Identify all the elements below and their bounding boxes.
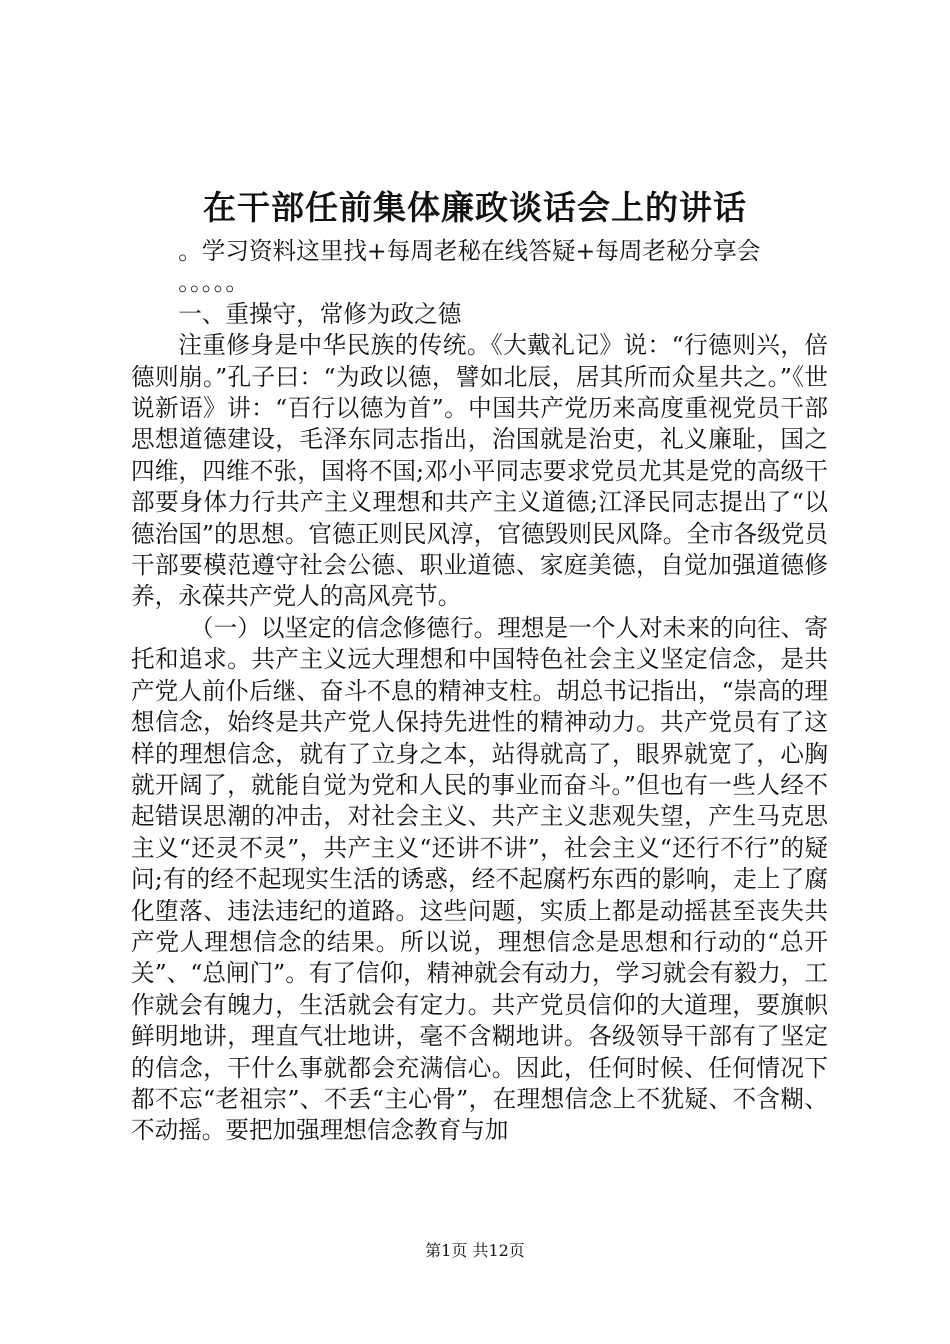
paragraph-2: （一）以坚定的信念修德行。理想是一个人对未来的向往、寄托和追求。共产主义远大理想和中国特色社会主义坚定信念，是共产党人前仆后继、奋斗不息的精神支柱。胡总书记指出，“崇高的理想信念，始终是共产党人保持先进性的精神动力。共产党员有了这样的理想信念，就有了立身之本，站得就高了，眼界就宽了，心胸就开阔了，就能自觉为党和人民的事业而奋斗。”但也有一些人经不起错误思潮的冲击，对社会主义、共产主义悲观失望，产生马克思主义“还灵不灵”，共产主义“还讲不讲”，社会主义“还行不行”的疑问;有的经不起现实生活的诱惑，经不起腐朽东西的影响，走上了腐化堕落、违法违纪的道路。这些问题，实质上都是动摇甚至丧失共产党人理想信念的结果。所以说，理想信念是思想和行动的“总开关”、“总闸门”。有了信仰，精神就会有动力，学习就会有毅力，工作就会有魄力，生活就会有定力。共产党员信仰的大道理，要旗帜鲜明地讲，理直气壮地讲，毫不含糊地讲。各级领导干部有了坚定的信念，干什么事就都会充满信心。因此，任何时候、任何情况下都不忘“老祖宗”、不丢“主心骨”，在理想信念上不犹疑、不含糊、不动摇。要把加强理想信念教育与加: [131, 613, 828, 1145]
document-body: [131, 236, 828, 1147]
page-footer: [0, 1241, 950, 1261]
dots-line: 。。。。。: [178, 268, 249, 297]
intro-line: 。学习资料这里找+每周老秘在线答疑+每周老秘分享会: [178, 237, 761, 265]
page-number-label: 第1页 共12页: [425, 1241, 525, 1260]
document-title: 在干部任前集体廉政谈话会上的讲话: [203, 188, 747, 227]
section-heading: 一、重操守，常修为政之德: [178, 299, 462, 328]
paragraph-1: 注重修身是中华民族的传统。《大戴礼记》说：“行德则兴，倍德则崩。”孔子曰：“为政以德，譬如北辰，居其所而众星共之。”《世说新语》讲：“百行以德为首”。中国共产党历来高度重视党员干部思想道德建设，毛泽东同志指出，治国就是治吏，礼义廉耻，国之四维，四维不张，国将不国;邓小平同志要求党员尤其是党的高级干部要身体力行共产主义理想和共产主义道德;江泽民同志提出了“以德治国”的思想。官德正则民风淳，官德毁则民风降。全市各级党员干部要模范遵守社会公德、职业道德、家庭美德，自觉加强道德修养，永葆共产党人的高风亮节。: [131, 331, 828, 611]
